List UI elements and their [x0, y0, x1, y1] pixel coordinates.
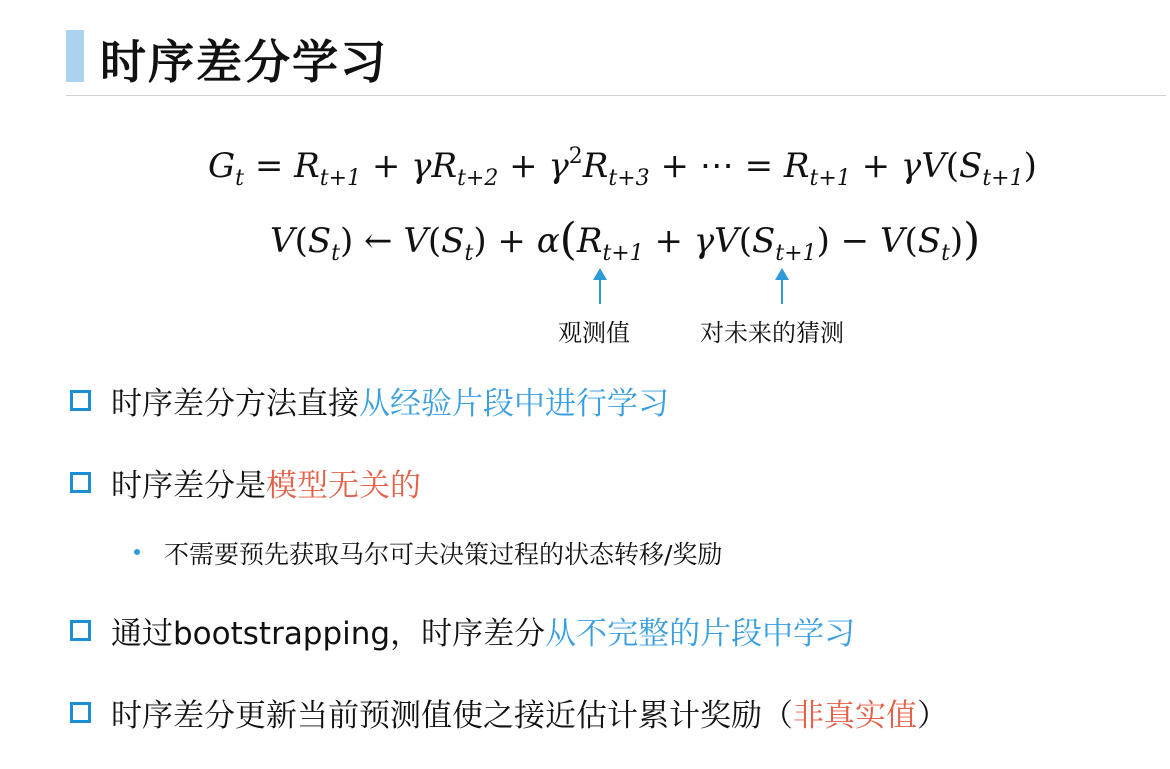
formula-symbol: R	[431, 146, 458, 186]
formula-subscript: t+1	[809, 166, 851, 191]
sub-bullet-item	[134, 535, 722, 571]
formula-operator: + ⋯ =	[649, 146, 784, 186]
formula-operator: −	[829, 221, 880, 261]
annotation-future-guess: 对未来的猜测	[700, 319, 844, 347]
formula-big-paren: (	[559, 214, 577, 265]
square-bullet-icon	[70, 472, 91, 493]
formula-symbol: α	[536, 221, 560, 261]
bullet-item	[70, 378, 669, 423]
dot-bullet-icon	[134, 549, 140, 555]
formula-symbol: γ	[900, 146, 922, 186]
formula-subscript: t	[331, 241, 340, 266]
bullet-highlight: 从经验片段中进行学习	[359, 386, 669, 422]
formula-symbol: R	[582, 146, 609, 186]
bullet-text-suffix: ）	[917, 698, 948, 734]
formula-subscript: t+1	[602, 241, 644, 266]
up-arrow-icon	[599, 276, 601, 304]
formula-paren: (	[294, 221, 308, 261]
formula-paren: )	[949, 221, 964, 261]
formula-subscript: t	[464, 241, 474, 266]
formula-symbol: R	[576, 221, 603, 261]
formula-symbol: V	[270, 221, 295, 261]
formula-subscript: t+2	[457, 166, 499, 191]
formula-paren: )	[1023, 146, 1037, 186]
formula-symbol: γ	[548, 146, 569, 186]
annotation-observed-value: 观测值	[558, 319, 630, 347]
formula-paren: (	[945, 146, 960, 186]
formula-subscript: t+3	[608, 166, 650, 191]
formula-superscript: 2	[568, 144, 583, 169]
sub-bullet-text: 不需要预先获取马尔可夫决策过程的状态转移/奖励	[164, 540, 723, 569]
bullet-item	[70, 460, 421, 505]
formula-paren: (	[904, 221, 918, 261]
formula-symbol: G	[208, 146, 236, 186]
formula-operator: +	[361, 146, 412, 186]
formula-return	[208, 144, 1037, 191]
formula-symbol: S	[751, 221, 776, 261]
formula-symbol: R	[783, 146, 810, 186]
formula-paren: (	[738, 221, 752, 261]
formula-big-paren: )	[963, 214, 981, 265]
formula-subscript: t+1	[319, 166, 362, 191]
formula-paren: )	[473, 221, 487, 261]
bullet-text: 通过bootstrapping，时序差分	[111, 616, 546, 652]
formula-symbol: S	[959, 146, 983, 186]
bullet-item	[70, 690, 948, 735]
formula-operator: ←	[353, 221, 404, 261]
formula-paren: (	[427, 221, 442, 261]
title-accent-bar	[66, 30, 84, 82]
formula-symbol: S	[917, 221, 942, 261]
formula-symbol: S	[307, 221, 332, 261]
square-bullet-icon	[70, 702, 91, 723]
square-bullet-icon	[70, 620, 91, 641]
up-arrow-icon	[781, 276, 783, 304]
formula-symbol: γ	[693, 221, 715, 261]
formula-symbol: V	[879, 221, 905, 261]
formula-operator: =	[244, 146, 295, 186]
formula-subscript: t+1	[775, 241, 817, 266]
formula-symbol: V	[403, 221, 428, 261]
formula-paren: )	[816, 221, 830, 261]
bullet-highlight: 模型无关的	[266, 468, 421, 504]
formula-operator: +	[498, 146, 549, 186]
formula-operator: +	[850, 146, 901, 186]
bullet-item	[70, 608, 855, 653]
bullet-text: 时序差分是	[111, 468, 266, 504]
slide-title: 时序差分学习	[100, 35, 388, 89]
formula-symbol: R	[294, 146, 320, 186]
formula-subscript: t	[235, 166, 245, 191]
formula-operator: +	[486, 221, 537, 261]
formula-operator: +	[643, 221, 694, 261]
square-bullet-icon	[70, 390, 91, 411]
formula-td-update	[270, 212, 981, 266]
bullet-highlight: 从不完整的片段中学习	[545, 616, 856, 652]
bullet-text: 时序差分方法直接	[111, 386, 359, 422]
bullet-highlight: 非真实值	[793, 698, 917, 734]
formula-symbol: S	[441, 221, 465, 261]
formula-subscript: t+1	[982, 166, 1024, 191]
title-divider	[66, 95, 1166, 96]
formula-symbol: V	[921, 146, 946, 186]
formula-subscript: t	[941, 241, 950, 266]
bullet-text: 时序差分更新当前预测值使之接近估计累计奖励（	[111, 698, 793, 734]
formula-symbol: γ	[411, 146, 432, 186]
formula-symbol: V	[714, 221, 739, 261]
formula-paren: )	[339, 221, 354, 261]
